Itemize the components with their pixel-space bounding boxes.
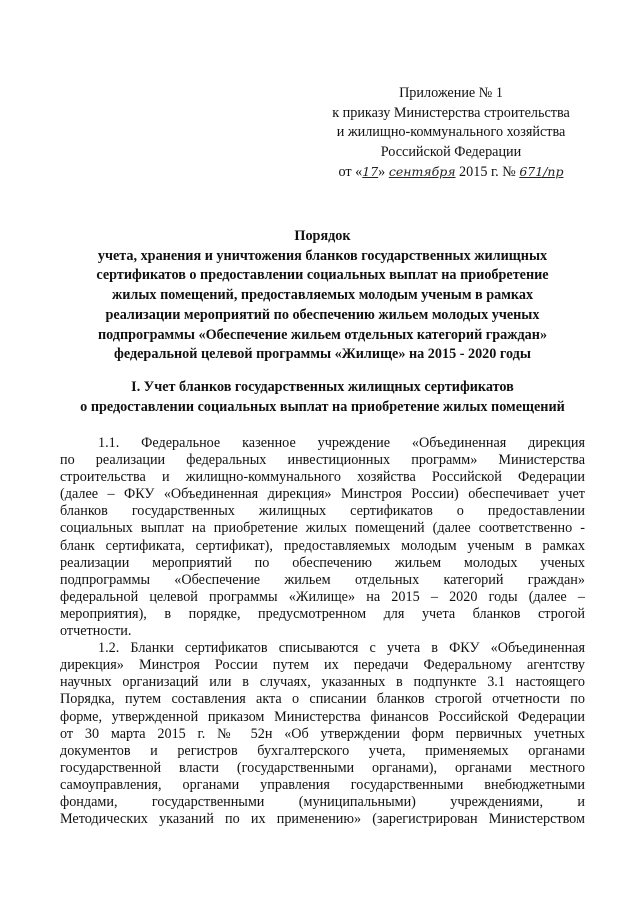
title-line: Порядок — [294, 228, 351, 244]
annex-header — [316, 84, 586, 183]
paragraph-line: самоуправления, органами управления государственными внебюджетными — [60, 776, 585, 793]
annex-line-2: к приказу Министерства строительства — [332, 104, 570, 121]
title-line: федеральной целевой программы «Жилище» на 2015 - 2020 годы — [114, 346, 531, 363]
paragraph-line: бланков государственных жилищных сертификатов о предоставлении — [60, 503, 585, 520]
annex-line-1: Приложение № 1 — [399, 85, 503, 101]
title-line: сертификатов о предоставлении социальных выплат на приобретение — [96, 267, 549, 284]
paragraph-line: дирекция» Минстроя России путем их передачи Федеральному агентству — [60, 657, 585, 674]
paragraph-1 — [60, 435, 585, 640]
paragraph-line: Порядка, путем составления акта о списании бланков строгой отчетности по — [60, 691, 585, 708]
paragraph-line: 1.1. Федеральное казенное учреждение «Объединенная дирекция — [98, 435, 585, 451]
paragraph-line: государственной власти (государственными органами), органами местного — [60, 759, 585, 776]
paragraph-line: форме, утвержденной приказом Министерства финансов Российской Федерации — [60, 708, 585, 725]
paragraph-line: бланк сертификата, сертификат), предоставляемых молодым ученым в рамках — [60, 537, 585, 554]
paragraph-line: подпрограммы «Обеспечение жильем отдельных категорий граждан» — [60, 571, 585, 588]
paragraph-line: мероприятия), в порядке, предусмотренном для учета бланков строгой — [60, 605, 585, 622]
paragraph-line: социальных выплат на приобретение жилых помещений (далее соответственно - — [60, 520, 585, 537]
paragraph-line: 1.2. Бланки сертификатов списываются с учета в ФКУ «Объединенная — [98, 640, 585, 657]
annex-line-4: Российской Федерации — [380, 143, 522, 160]
annex-line-3: и жилищно-коммунального хозяйства — [336, 124, 566, 140]
date-year: 2015 г. № — [459, 164, 516, 180]
paragraph-line: федеральной целевой программы «Жилище» на 2015 – 2020 годы (далее – — [60, 588, 585, 605]
section-heading-line: I. Учет бланков государственных жилищных сертификатов — [131, 379, 514, 395]
paragraph-line: реализации мероприятий по обеспечению жильем молодых ученых — [60, 554, 585, 571]
title-line: реализации мероприятий по обеспечению жильем молодых ученых — [105, 306, 540, 323]
paragraph-line: Методических указаний по их применению» (зарегистрирован Министерством — [60, 811, 585, 828]
section-heading-line: о предоставлении социальных выплат на приобретение жилых помещений — [80, 398, 565, 415]
date-day: 17 — [362, 164, 379, 179]
title-line: подпрограммы «Обеспечение жильем отдельных категорий граждан» — [97, 326, 548, 343]
document-title — [60, 227, 585, 365]
paragraph-line: по реализации федеральных инвестиционных программ» Министерства — [60, 452, 585, 469]
section-heading — [60, 378, 585, 417]
title-line: жилых помещений, предоставляемых молодым ученым в рамках — [111, 287, 534, 304]
paragraph-line: научных организаций или в случаях, указанных в подпункте 3.1 настоящего — [60, 674, 585, 691]
title-line: учета, хранения и уничтожения бланков государственных жилищных — [97, 247, 548, 264]
date-prefix: от « — [338, 164, 363, 180]
paragraph-line: строительства и жилищно-коммунального хозяйства Российской Федерации — [60, 469, 585, 486]
date-month: сентября — [388, 164, 456, 179]
annex-date-line — [316, 162, 586, 183]
paragraph-line: (далее – ФКУ «Объединенная дирекция» Минстроя России) обеспечивает учет — [60, 486, 585, 503]
paragraph-line: документов и регистров бухгалтерского учета, применяемых органами — [60, 742, 585, 759]
paragraph-line: от 30 марта 2015 г. № 52н «Об утверждении форм первичных учетных — [60, 725, 585, 742]
date-number: 671/пр — [519, 164, 564, 179]
paragraph-line: отчетности. — [60, 623, 132, 640]
document-body — [60, 435, 585, 828]
paragraph-2 — [60, 640, 585, 828]
paragraph-line: фондами, государственными (муниципальными) учреждениями, и — [60, 793, 585, 810]
date-mid: » — [378, 164, 386, 180]
